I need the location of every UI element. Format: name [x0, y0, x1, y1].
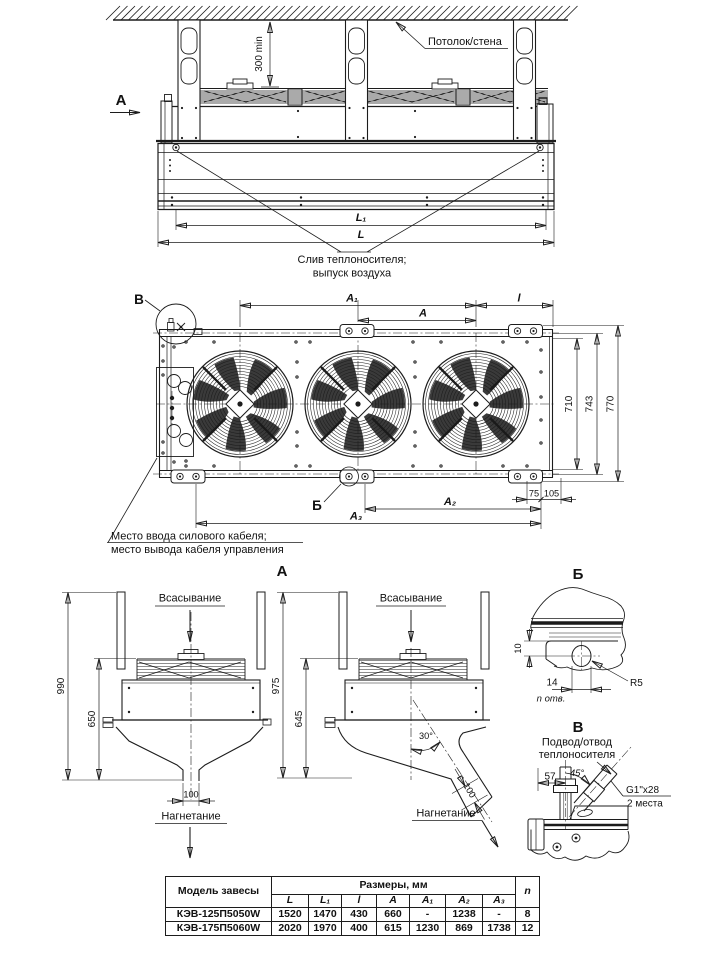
dim-105-text: 105: [543, 488, 560, 499]
detail-v-title: В: [572, 719, 584, 736]
dim-l-end: [476, 293, 553, 306]
dim-57-text: 57: [544, 771, 556, 783]
discharge-label: Нагнетание: [161, 810, 221, 823]
detail-b-ref: Б: [312, 498, 322, 513]
dim-l-text: l: [517, 292, 521, 305]
col-A: A: [377, 895, 410, 908]
dim-710: 710: [564, 395, 575, 413]
places-text: 2 места: [627, 798, 663, 810]
pipe-note-1: Подвод/отвод: [541, 736, 613, 749]
dim-A3-text: А₃: [349, 510, 363, 523]
col-L: L: [272, 895, 309, 908]
dim-A1-text: А₁: [346, 292, 358, 305]
dims-75-105: [512, 478, 576, 529]
dim-650: [87, 659, 136, 781]
dims-right: [543, 326, 624, 482]
ceiling-hatch-lines: [106, 6, 578, 20]
n-header: n: [516, 877, 540, 908]
pipe-note-2: теплоносителя: [538, 749, 616, 761]
view-direction-arrow: [110, 92, 140, 113]
dim-75-text: 75: [528, 488, 540, 499]
angle-30-text: 30°: [419, 731, 433, 741]
table-row: КЭВ-125П5050W 1520 1470 430 660 - 1238 - 8: [166, 908, 540, 922]
discharge-arrow-2: [482, 821, 498, 848]
left-end-plate: [161, 95, 172, 144]
col-L1: L₁: [309, 895, 342, 908]
dim-L-text: L: [357, 229, 365, 241]
holes-note: n отв.: [536, 693, 566, 705]
plan-view: [107, 292, 624, 556]
ceiling-label: Потолок/стена: [428, 36, 502, 48]
suction-label: Всасывание: [158, 592, 222, 605]
dim-990-text: 990: [56, 677, 67, 695]
dim-100-text: 100: [183, 789, 199, 800]
detail-v: [528, 719, 671, 860]
right-end-plate: [537, 98, 553, 143]
model-cell: КЭВ-125П5050W: [166, 908, 272, 922]
cable-note-2: место вывода кабеля управления: [111, 544, 284, 556]
col-l: l: [342, 895, 377, 908]
dim-645: [294, 659, 358, 779]
side-view: [106, 6, 578, 280]
clearance-dim: [254, 22, 279, 87]
radius-callout: [592, 661, 643, 689]
dim-743: 743: [584, 395, 596, 413]
cable-note-1: Место ввода силового кабеля;: [111, 530, 267, 543]
panel-torn-edge: [531, 831, 629, 860]
table-row: КЭВ-175П5060W 2020 1970 400 615 1230 869 1738 12: [166, 922, 540, 936]
dim-100-angled-text: 100: [461, 781, 478, 800]
dim-770: 770: [605, 395, 617, 413]
fan-blade-diagonals: [204, 91, 545, 102]
angled-funnel-left: [338, 727, 471, 817]
clearance-text: 300 min: [254, 36, 265, 72]
funnel-right: [199, 727, 263, 781]
dim-975-text: 975: [271, 677, 282, 695]
angle-arc: [411, 742, 440, 750]
duct-axis: [413, 700, 492, 822]
angle-45-text: 45°: [569, 768, 585, 779]
housing-screws: [169, 159, 544, 206]
section-straight: [56, 592, 271, 858]
thread-callout: [611, 781, 671, 810]
dimensions-table: [165, 876, 540, 936]
dim-10-text: 10: [513, 643, 523, 654]
detail-v-ref: В: [134, 292, 144, 307]
dim-10: [513, 629, 566, 668]
dims-header: Размеры, мм: [272, 877, 516, 895]
thread-text: G1"x28: [626, 785, 660, 796]
section-title: А: [276, 563, 288, 580]
drain-note-2: выпуск воздуха: [312, 267, 392, 280]
dim-A3: [196, 484, 541, 528]
funnel-left: [116, 727, 183, 781]
col-A2: A₂: [446, 895, 483, 908]
dim-A: [358, 308, 476, 321]
ceiling-callout: [396, 22, 508, 49]
view-arrow-label: А: [115, 92, 127, 109]
dim-A1: [240, 293, 553, 328]
model-header: Модель завесы: [166, 877, 272, 908]
dim-A-text: А: [419, 307, 427, 320]
detail-b: [513, 566, 643, 705]
radius-text: R5: [630, 678, 643, 689]
drain-note-1: Слив теплоносителя;: [297, 254, 407, 266]
suction-label-2: Всасывание: [379, 592, 443, 605]
dim-14-text: 14: [546, 677, 558, 689]
torn-fragment: [531, 588, 626, 671]
model-cell: КЭВ-175П5060W: [166, 922, 272, 936]
dim-L1-text: L₁: [355, 212, 367, 224]
dim-A2: [365, 484, 541, 513]
col-A1: A₁: [410, 895, 446, 908]
dim-A2-text: А₂: [443, 496, 457, 508]
detail-b-title: Б: [572, 566, 584, 583]
dim-14: [537, 666, 611, 705]
dim-L1: [176, 210, 546, 230]
col-A3: A₃: [483, 895, 516, 908]
section-angled: [271, 592, 498, 847]
dim-645-text: 645: [294, 710, 305, 728]
dim-650-text: 650: [87, 710, 98, 728]
dim-100: [167, 783, 215, 806]
discharge-label-2: Нагнетание: [416, 807, 476, 820]
